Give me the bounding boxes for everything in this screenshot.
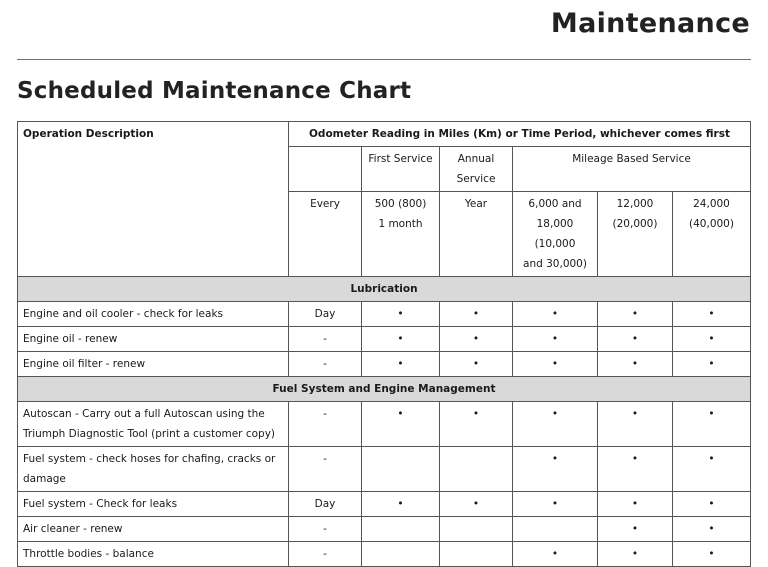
header-first-service-interval: 500 (800) 1 month — [362, 192, 440, 277]
table-row — [18, 492, 751, 517]
every-cell: - — [289, 542, 362, 567]
every-cell: Day — [289, 492, 362, 517]
interval-24000-cell: • — [673, 492, 751, 517]
annual-service-cell: • — [440, 492, 513, 517]
interval-6000-cell: • — [513, 302, 598, 327]
interval-6000-cell: • — [513, 447, 598, 492]
every-cell: - — [289, 447, 362, 492]
table-row — [18, 302, 751, 327]
group-heading: Fuel System and Engine Management — [18, 377, 751, 402]
interval-6000-cell: • — [513, 352, 598, 377]
interval-24000-cell: • — [673, 302, 751, 327]
interval-12000-cell: • — [598, 352, 673, 377]
interval-24000-cell: • — [673, 327, 751, 352]
interval-12000-cell: • — [598, 517, 673, 542]
annual-service-cell — [440, 542, 513, 567]
first-service-cell: • — [362, 492, 440, 517]
header-mileage-based-service: Mileage Based Service — [513, 147, 751, 192]
section-header: Maintenance — [550, 8, 750, 39]
table-row — [18, 402, 751, 447]
every-cell: - — [289, 352, 362, 377]
table-row — [18, 352, 751, 377]
every-cell: - — [289, 402, 362, 447]
annual-service-cell — [440, 447, 513, 492]
annual-service-cell — [440, 517, 513, 542]
operation-description-cell: Engine oil - renew — [18, 327, 289, 352]
table-row — [18, 447, 751, 492]
annual-service-cell: • — [440, 352, 513, 377]
header-operation-description: Operation Description — [18, 122, 289, 277]
interval-6000-cell: • — [513, 327, 598, 352]
header-interval-24000: 24,000 (40,000) — [673, 192, 751, 277]
header-blank — [289, 147, 362, 192]
group-row — [18, 377, 751, 402]
first-service-cell: • — [362, 302, 440, 327]
header-interval-12000: 12,000 (20,000) — [598, 192, 673, 277]
every-cell: - — [289, 517, 362, 542]
header-interval-6000: 6,000 and 18,000 (10,000 and 30,000) — [513, 192, 598, 277]
group-row — [18, 277, 751, 302]
interval-6000-cell: • — [513, 542, 598, 567]
table-row — [18, 542, 751, 567]
operation-description-cell: Autoscan - Carry out a full Autoscan using the Triumph Diagnostic Tool (print a customer copy) — [18, 402, 289, 447]
annual-service-cell: • — [440, 302, 513, 327]
interval-24000-cell: • — [673, 352, 751, 377]
interval-12000-cell: • — [598, 327, 673, 352]
interval-6000-cell: • — [513, 402, 598, 447]
interval-12000-cell: • — [598, 447, 673, 492]
first-service-cell — [362, 447, 440, 492]
interval-6000-cell: • — [513, 492, 598, 517]
header-every: Every — [289, 192, 362, 277]
interval-24000-cell: • — [673, 542, 751, 567]
interval-12000-cell: • — [598, 492, 673, 517]
interval-12000-cell: • — [598, 302, 673, 327]
page-title: Scheduled Maintenance Chart — [17, 78, 412, 104]
annual-service-cell: • — [440, 402, 513, 447]
group-heading: Lubrication — [18, 277, 751, 302]
interval-24000-cell: • — [673, 517, 751, 542]
first-service-cell — [362, 517, 440, 542]
operation-description-cell: Engine oil filter - renew — [18, 352, 289, 377]
header-first-service: First Service — [362, 147, 440, 192]
maintenance-chart-table — [17, 121, 751, 567]
operation-description-cell: Fuel system - check hoses for chafing, cracks or damage — [18, 447, 289, 492]
every-cell: Day — [289, 302, 362, 327]
table-row — [18, 327, 751, 352]
header-rule — [17, 59, 751, 60]
table-row — [18, 517, 751, 542]
first-service-cell: • — [362, 327, 440, 352]
interval-6000-cell — [513, 517, 598, 542]
first-service-cell: • — [362, 352, 440, 377]
header-annual-service: Annual Service — [440, 147, 513, 192]
annual-service-cell: • — [440, 327, 513, 352]
header-odometer-reading: Odometer Reading in Miles (Km) or Time Period, whichever comes first — [289, 122, 751, 147]
interval-12000-cell: • — [598, 402, 673, 447]
operation-description-cell: Fuel system - Check for leaks — [18, 492, 289, 517]
interval-24000-cell: • — [673, 447, 751, 492]
interval-12000-cell: • — [598, 542, 673, 567]
first-service-cell — [362, 542, 440, 567]
operation-description-cell: Engine and oil cooler - check for leaks — [18, 302, 289, 327]
header-annual-interval: Year — [440, 192, 513, 277]
header-row-1 — [18, 122, 751, 147]
first-service-cell: • — [362, 402, 440, 447]
operation-description-cell: Throttle bodies - balance — [18, 542, 289, 567]
interval-24000-cell: • — [673, 402, 751, 447]
every-cell: - — [289, 327, 362, 352]
operation-description-cell: Air cleaner - renew — [18, 517, 289, 542]
